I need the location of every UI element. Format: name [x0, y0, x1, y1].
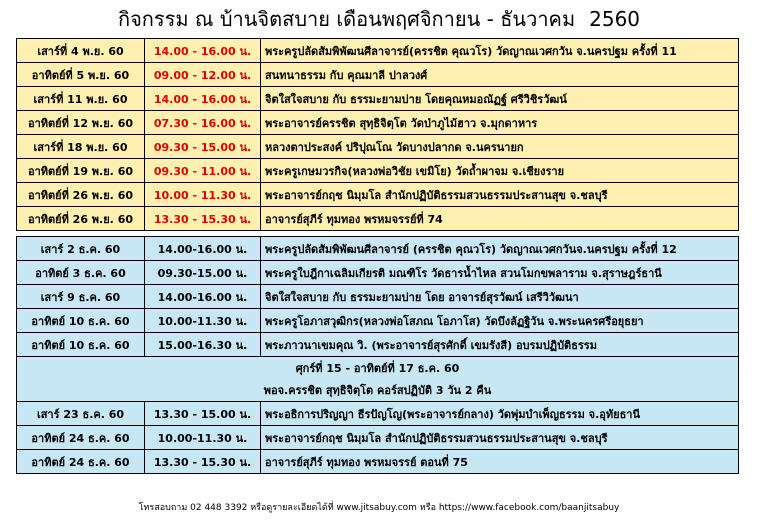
event-activity: พระครูปลัดสัมพิพัฒนศีลาจารย์ (ครรชิต คุณวโร) วัดญาณเวศกวันจ.นครปฐม ครั้งที่ 12	[261, 237, 739, 261]
schedule-row	[17, 207, 739, 231]
schedule-row	[17, 285, 739, 309]
schedule-row	[17, 159, 739, 183]
schedule-row	[17, 183, 739, 207]
event-activity: พระครูปลัดสัมพิพัฒนศีลาจารย์(ครรชิต คุณวโร) วัดญาณเวศกวัน จ.นครปฐม ครั้งที่ 11	[261, 39, 739, 63]
schedule-row	[17, 39, 739, 63]
schedule-row	[17, 63, 739, 87]
event-date: เสาร์ 2 ธ.ค. 60	[17, 237, 145, 261]
page-title	[0, 4, 758, 34]
event-activity: สนทนาธรรม กับ คุณมาลี ปาลวงศ์	[261, 63, 739, 87]
event-time: 13.30 - 15.00 น.	[145, 402, 261, 426]
event-time: 09.30 - 11.00 น.	[145, 159, 261, 183]
event-time: 07.30 - 16.00 น.	[145, 111, 261, 135]
event-activity: อาจารย์สุภีร์ ทุมทอง พรหมจรรย์ที่ 74	[261, 207, 739, 231]
schedule-row	[17, 111, 739, 135]
retreat-line1: ศุกร์ที่ 15 - อาทิตย์ที่ 17 ธ.ค. 60	[17, 357, 739, 380]
event-time: 13.30 - 15.30 น.	[145, 450, 261, 474]
schedule-row	[17, 450, 739, 474]
schedule-row	[17, 333, 739, 357]
event-time: 14.00-16.00 น.	[145, 285, 261, 309]
event-time: 10.00-11.30 น.	[145, 309, 261, 333]
event-date: เสาร์ที่ 4 พ.ย. 60	[17, 39, 145, 63]
title-year: 2560	[589, 7, 641, 31]
footer-contact: โทรสอบถาม 02 448 3392 หรือดูรายละเอียดได้ที่ www.jitsabuy.com หรือ https://www.facebook.com/baanjitsabuy	[138, 503, 620, 513]
event-time: 13.30 - 15.30 น.	[145, 207, 261, 231]
event-date: อาทิตย์ที่ 5 พ.ย. 60	[17, 63, 145, 87]
event-time: 15.00-16.30 น.	[145, 333, 261, 357]
event-activity: จิตใสใจสบาย กับ ธรรมะยามบ่าย โดย อาจารย์สุรวัฒน์ เสรีวิวัฒนา	[261, 285, 739, 309]
event-time: 09.30-15.00 น.	[145, 261, 261, 285]
event-activity: พระอาจารย์ครรชิต สุทฺธิจิตฺโต วัดป่าภูไม้ฮาว จ.มุกดาหาร	[261, 111, 739, 135]
event-activity: พระภาวนาเขมคุณ วิ. (พระอาจารย์สุรศักดิ์ เขมรังสี) อบรมปฏิบัติธรรม	[261, 333, 739, 357]
event-activity: พระครูโอภาสวุฒิกร(หลวงพ่อโสภณ โอภาโส) วัดบึงลัฏฐิวัน จ.พระนครศรีอยุธยา	[261, 309, 739, 333]
event-activity: พระครูเกษมวรกิจ(หลวงพ่อวิชัย เขมิโย) วัดถ้ำผาจม จ.เชียงราย	[261, 159, 739, 183]
event-date: อาทิตย์ที่ 26 พ.ย. 60	[17, 207, 145, 231]
event-time: 14.00 - 16.00 น.	[145, 87, 261, 111]
event-date: อาทิตย์ 24 ธ.ค. 60	[17, 426, 145, 450]
event-activity: จิตใสใจสบาย กับ ธรรมะยามบ่าย โดยคุณหมอณัฏฐ์ ศรีวิชิรวัฒน์	[261, 87, 739, 111]
event-activity: หลวงตาประสงค์ ปริปุณโณ วัดบางปลากด จ.นครนายก	[261, 135, 739, 159]
event-time: 09.00 - 12.00 น.	[145, 63, 261, 87]
event-time: 10.00 - 11.30 น.	[145, 183, 261, 207]
schedule-row	[17, 237, 739, 261]
event-activity: พระอาจารย์กฤช นิมฺมโล สำนักปฏิบัติธรรมสวนธรรมประสานสุข จ.ชลบุรี	[261, 426, 739, 450]
event-date: เสาร์ที่ 18 พ.ย. 60	[17, 135, 145, 159]
schedule-row	[17, 261, 739, 285]
event-date: เสาร์ที่ 11 พ.ย. 60	[17, 87, 145, 111]
event-date: เสาร์ 23 ธ.ค. 60	[17, 402, 145, 426]
title-text: กิจกรรม ณ บ้านจิตสบาย เดือนพฤศจิกายน - ธันวาคม	[117, 7, 576, 31]
event-date: อาทิตย์ที่ 19 พ.ย. 60	[17, 159, 145, 183]
event-date: อาทิตย์ 10 ธ.ค. 60	[17, 309, 145, 333]
event-date: อาทิตย์ที่ 12 พ.ย. 60	[17, 111, 145, 135]
schedule-row	[17, 135, 739, 159]
event-activity: พระครูใบฎีกาเฉลิมเกียรติ มณฑิโร วัดธารน้ำไหล สวนโมกขพลาราม จ.สุราษฎร์ธานี	[261, 261, 739, 285]
schedule-row	[17, 426, 739, 450]
schedule-row	[17, 402, 739, 426]
event-activity: อาจารย์สุภีร์ ทุมทอง พรหมจรรย์ ตอนที่ 75	[261, 450, 739, 474]
event-time: 09.30 - 15.00 น.	[145, 135, 261, 159]
event-date: อาทิตย์ 24 ธ.ค. 60	[17, 450, 145, 474]
event-time: 14.00 - 16.00 น.	[145, 39, 261, 63]
event-activity: พระอาจารย์กฤช นิมฺมโล สำนักปฏิบัติธรรมสวนธรรมประสานสุข จ.ชลบุรี	[261, 183, 739, 207]
schedule-table	[16, 38, 739, 474]
retreat-row	[17, 379, 739, 402]
schedule-row	[17, 87, 739, 111]
event-activity: พระอธิการปริญญา ธีรปัญโญ(พระอาจารย์กลาง) วัดพุ่มบำเพ็ญธรรม จ.อุทัยธานี	[261, 402, 739, 426]
schedule-body	[17, 39, 739, 474]
schedule-row	[17, 309, 739, 333]
event-date: อาทิตย์ 10 ธ.ค. 60	[17, 333, 145, 357]
event-time: 10.00-11.30 น.	[145, 426, 261, 450]
event-date: เสาร์ 9 ธ.ค. 60	[17, 285, 145, 309]
event-date: อาทิตย์ 3 ธ.ค. 60	[17, 261, 145, 285]
event-date: อาทิตย์ที่ 26 พ.ย. 60	[17, 183, 145, 207]
retreat-row	[17, 357, 739, 380]
retreat-line2: พอจ.ครรชิต สุทฺธิจิตฺโต คอร์สปฏิบัติ 3 วัน 2 คืน	[17, 379, 739, 402]
event-time: 14.00-16.00 น.	[145, 237, 261, 261]
